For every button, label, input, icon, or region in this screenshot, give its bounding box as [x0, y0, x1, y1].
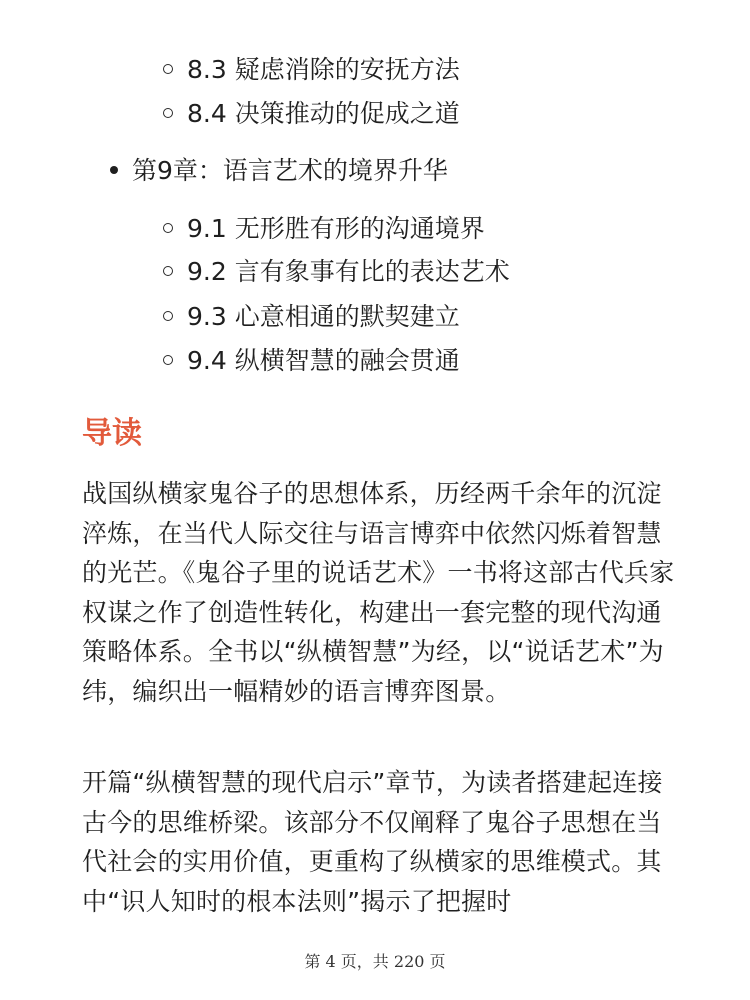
- hollow-bullet-icon: [163, 355, 173, 365]
- toc-item-8-3[interactable]: [163, 52, 460, 88]
- toc-item-label: 9.2 言有象事有比的表达艺术: [187, 257, 510, 286]
- body-paragraph: 开篇“纵横智慧的现代启示”章节，为读者搭建起连接古今的思维桥梁。该部分不仅阐释了鬼谷子思想在当代社会的实用价值，更重构了纵横家的思维模式。其中“识人知时的根本法则”揭示了把握时: [82, 768, 663, 916]
- toc-item-9-1[interactable]: [163, 211, 485, 247]
- hollow-bullet-icon: [163, 311, 173, 321]
- toc-item-label: 8.3 疑虑消除的安抚方法: [187, 55, 460, 84]
- toc-item-9-3[interactable]: [163, 299, 460, 335]
- hollow-bullet-icon: [163, 266, 173, 276]
- toc-item-label: 9.4 纵横智慧的融会贯通: [187, 346, 460, 375]
- toc-item-label: 9.3 心意相通的默契建立: [187, 302, 460, 331]
- toc-item-9-4[interactable]: [163, 343, 460, 379]
- toc-chapter-9[interactable]: [110, 153, 448, 189]
- body-paragraph: 战国纵横家鬼谷子的思想体系，历经两千余年的沉淀淬炼，在当代人际交往与语言博弈中依然闪烁着智慧的光芒。《鬼谷子里的说话艺术》一书将这部古代兵家权谋之作了创造性转化，构建出一套完整的现代沟通策略体系。全书以“纵横智慧”为经，以“说话艺术”为纬，编织出一幅精妙的语言博弈图景。: [82, 479, 675, 706]
- toc-item-8-4[interactable]: [163, 96, 460, 132]
- filled-bullet-icon: [110, 166, 118, 174]
- hollow-bullet-icon: [163, 223, 173, 233]
- page-number-footer: 第 4 页，共 220 页: [304, 952, 446, 971]
- toc-item-label: 9.1 无形胜有形的沟通境界: [187, 214, 485, 243]
- section-heading: 导读: [82, 416, 142, 451]
- hollow-bullet-icon: [163, 108, 173, 118]
- toc-chapter-label: 第9章：语言艺术的境界升华: [132, 156, 448, 185]
- toc-item-label: 8.4 决策推动的促成之道: [187, 99, 460, 128]
- toc-item-9-2[interactable]: [163, 254, 510, 290]
- hollow-bullet-icon: [163, 64, 173, 74]
